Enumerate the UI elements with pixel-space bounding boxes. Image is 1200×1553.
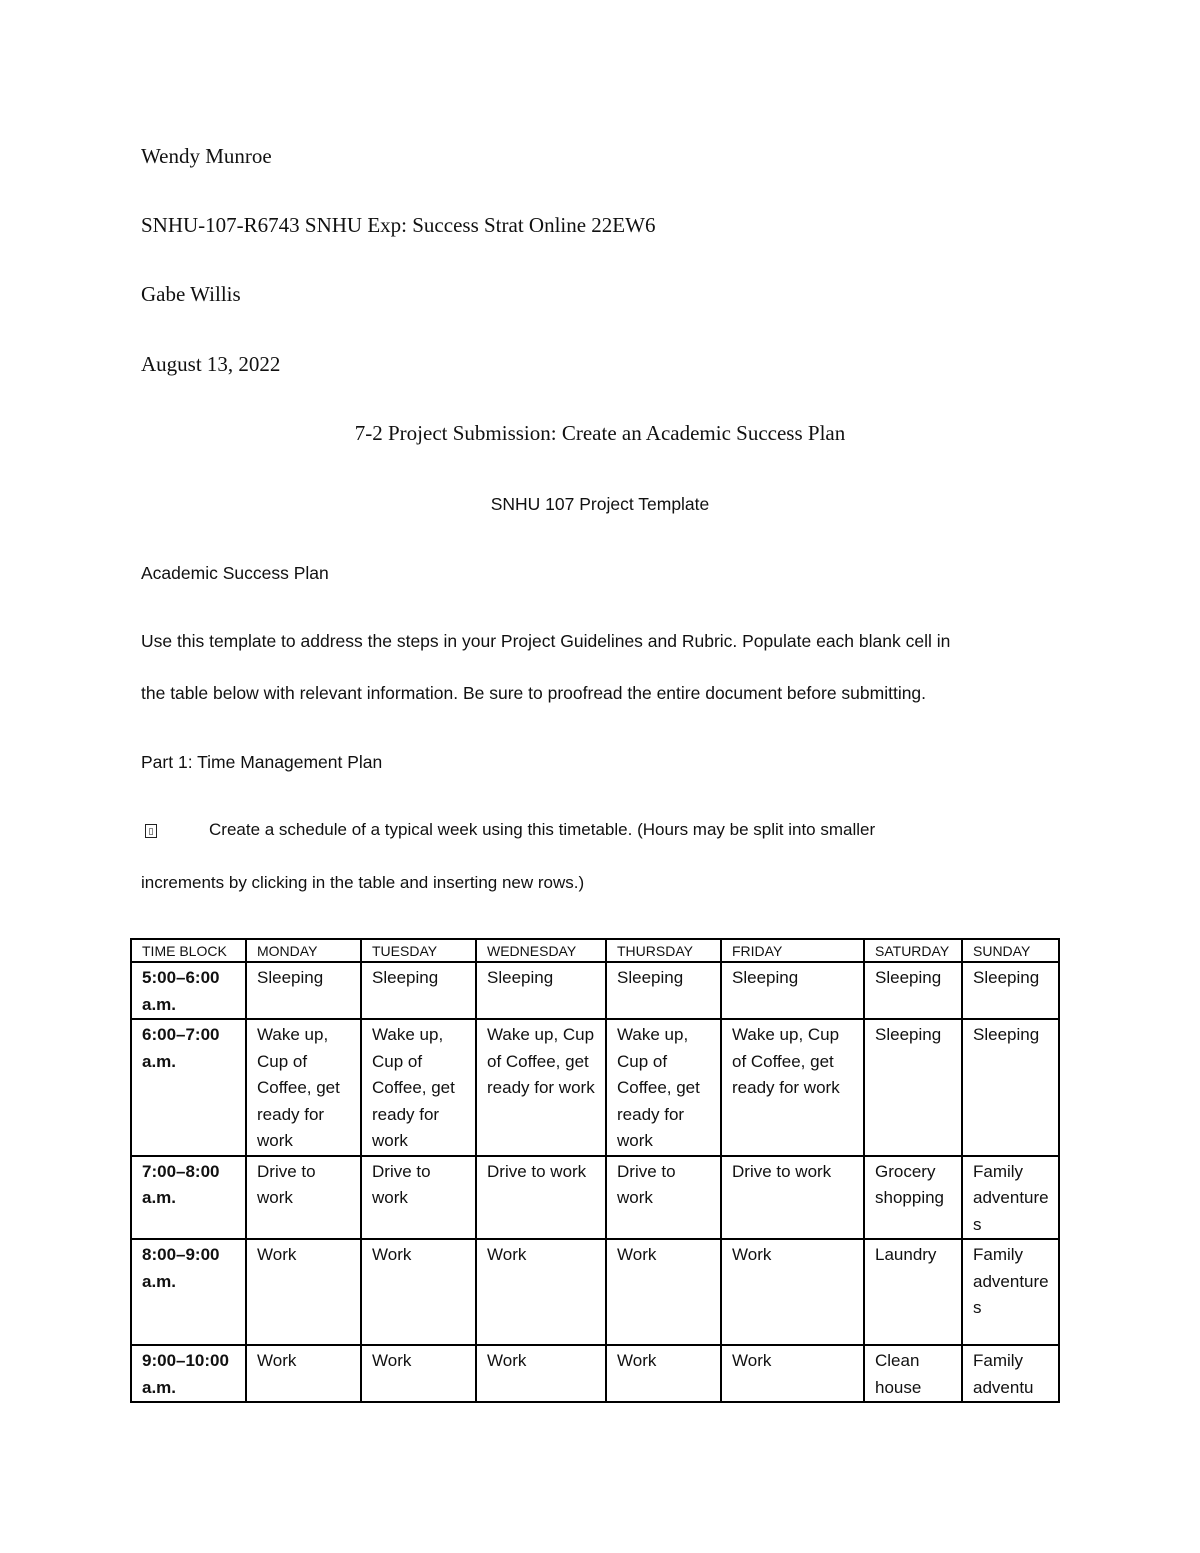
time-cell[interactable]: 6:00–7:00 a.m. <box>131 1019 246 1156</box>
table-row <box>131 1239 1059 1345</box>
time-cell[interactable]: 9:00–10:00 a.m. <box>131 1345 246 1402</box>
schedule-cell[interactable]: Sleeping <box>721 962 864 1019</box>
table-row <box>131 962 1059 1019</box>
schedule-cell[interactable]: Laundry <box>864 1239 962 1345</box>
schedule-cell[interactable]: Wake up, Cup of Coffee, get ready for work <box>476 1019 606 1156</box>
schedule-cell[interactable]: Work <box>246 1239 361 1345</box>
schedule-cell[interactable]: Sleeping <box>476 962 606 1019</box>
table-row <box>131 1345 1059 1402</box>
schedule-cell[interactable]: Work <box>476 1239 606 1345</box>
header-thursday: THURSDAY <box>606 939 721 962</box>
schedule-cell[interactable]: Wake up, Cup of Coffee, get ready for work <box>246 1019 361 1156</box>
schedule-cell[interactable]: Work <box>721 1239 864 1345</box>
schedule-cell[interactable]: Work <box>476 1345 606 1402</box>
header-friday: FRIDAY <box>721 939 864 962</box>
schedule-cell[interactable]: Sleeping <box>864 962 962 1019</box>
header-monday: MONDAY <box>246 939 361 962</box>
schedule-cell[interactable]: Drive to work <box>606 1156 721 1240</box>
schedule-cell[interactable]: Sleeping <box>962 962 1059 1019</box>
time-cell[interactable]: 7:00–8:00 a.m. <box>131 1156 246 1240</box>
table-row <box>131 1156 1059 1240</box>
time-cell[interactable]: 8:00–9:00 a.m. <box>131 1239 246 1345</box>
schedule-cell[interactable]: Sleeping <box>246 962 361 1019</box>
schedule-cell[interactable]: Work <box>361 1239 476 1345</box>
bullet-line-2: increments by clicking in the table and inserting new rows.) <box>141 873 585 892</box>
submission-date: August 13, 2022 <box>141 352 281 376</box>
schedule-cell[interactable]: Sleeping <box>864 1019 962 1156</box>
schedule-cell[interactable]: Drive to work <box>361 1156 476 1240</box>
course-name: SNHU-107-R6743 SNHU Exp: Success Strat Online 22EW6 <box>141 213 656 237</box>
template-subtitle: SNHU 107 Project Template <box>490 494 710 514</box>
schedule-cell[interactable]: Sleeping <box>606 962 721 1019</box>
schedule-cell[interactable]: Drive to work <box>246 1156 361 1240</box>
header-saturday: SATURDAY <box>864 939 962 962</box>
weekly-schedule-table <box>130 938 1060 1403</box>
header-sunday: SUNDAY <box>962 939 1059 962</box>
schedule-cell[interactable]: Wake up, Cup of Coffee, get ready for work <box>361 1019 476 1156</box>
bullet-line-1: Create a schedule of a typical week using this timetable. (Hours may be split into smaller <box>209 820 876 839</box>
schedule-cell[interactable]: Family adventures <box>962 1156 1059 1240</box>
schedule-cell[interactable]: Family adventures <box>962 1239 1059 1345</box>
time-cell[interactable]: 5:00–6:00 a.m. <box>131 962 246 1019</box>
student-name: Wendy Munroe <box>141 144 272 168</box>
schedule-cell[interactable]: Work <box>246 1345 361 1402</box>
schedule-cell[interactable]: Work <box>721 1345 864 1402</box>
section-heading: Academic Success Plan <box>141 563 329 583</box>
table-header-row <box>131 939 1059 962</box>
schedule-cell[interactable]: Drive to work <box>476 1156 606 1240</box>
schedule-cell[interactable]: Wake up, Cup of Coffee, get ready for work <box>721 1019 864 1156</box>
intro-line-2: the table below with relevant information. Be sure to proofread the entire document before submitting. <box>141 683 927 703</box>
schedule-cell[interactable]: Sleeping <box>361 962 476 1019</box>
intro-line-1: Use this template to address the steps in your Project Guidelines and Rubric. Populate each blank cell in <box>141 631 951 651</box>
instructor-name: Gabe Willis <box>141 282 241 306</box>
schedule-cell[interactable]: Work <box>606 1239 721 1345</box>
schedule-cell[interactable]: Wake up, Cup of Coffee, get ready for work <box>606 1019 721 1156</box>
table-row <box>131 1019 1059 1156</box>
header-tuesday: TUESDAY <box>361 939 476 962</box>
part1-heading: Part 1: Time Management Plan <box>141 752 383 772</box>
header-wednesday: WEDNESDAY <box>476 939 606 962</box>
schedule-cell[interactable]: Work <box>361 1345 476 1402</box>
bullet-box-icon: ▯ <box>145 824 157 838</box>
schedule-cell[interactable]: Drive to work <box>721 1156 864 1240</box>
bullet-instruction <box>145 820 875 840</box>
schedule-cell[interactable]: Clean house <box>864 1345 962 1402</box>
schedule-cell[interactable]: Sleeping <box>962 1019 1059 1156</box>
document-title: 7-2 Project Submission: Create an Academic Success Plan <box>354 421 846 445</box>
header-time-block: TIME BLOCK <box>131 939 246 962</box>
schedule-cell[interactable]: Grocery shopping <box>864 1156 962 1240</box>
schedule-cell[interactable]: Work <box>606 1345 721 1402</box>
schedule-cell[interactable]: Family adventu <box>962 1345 1059 1402</box>
